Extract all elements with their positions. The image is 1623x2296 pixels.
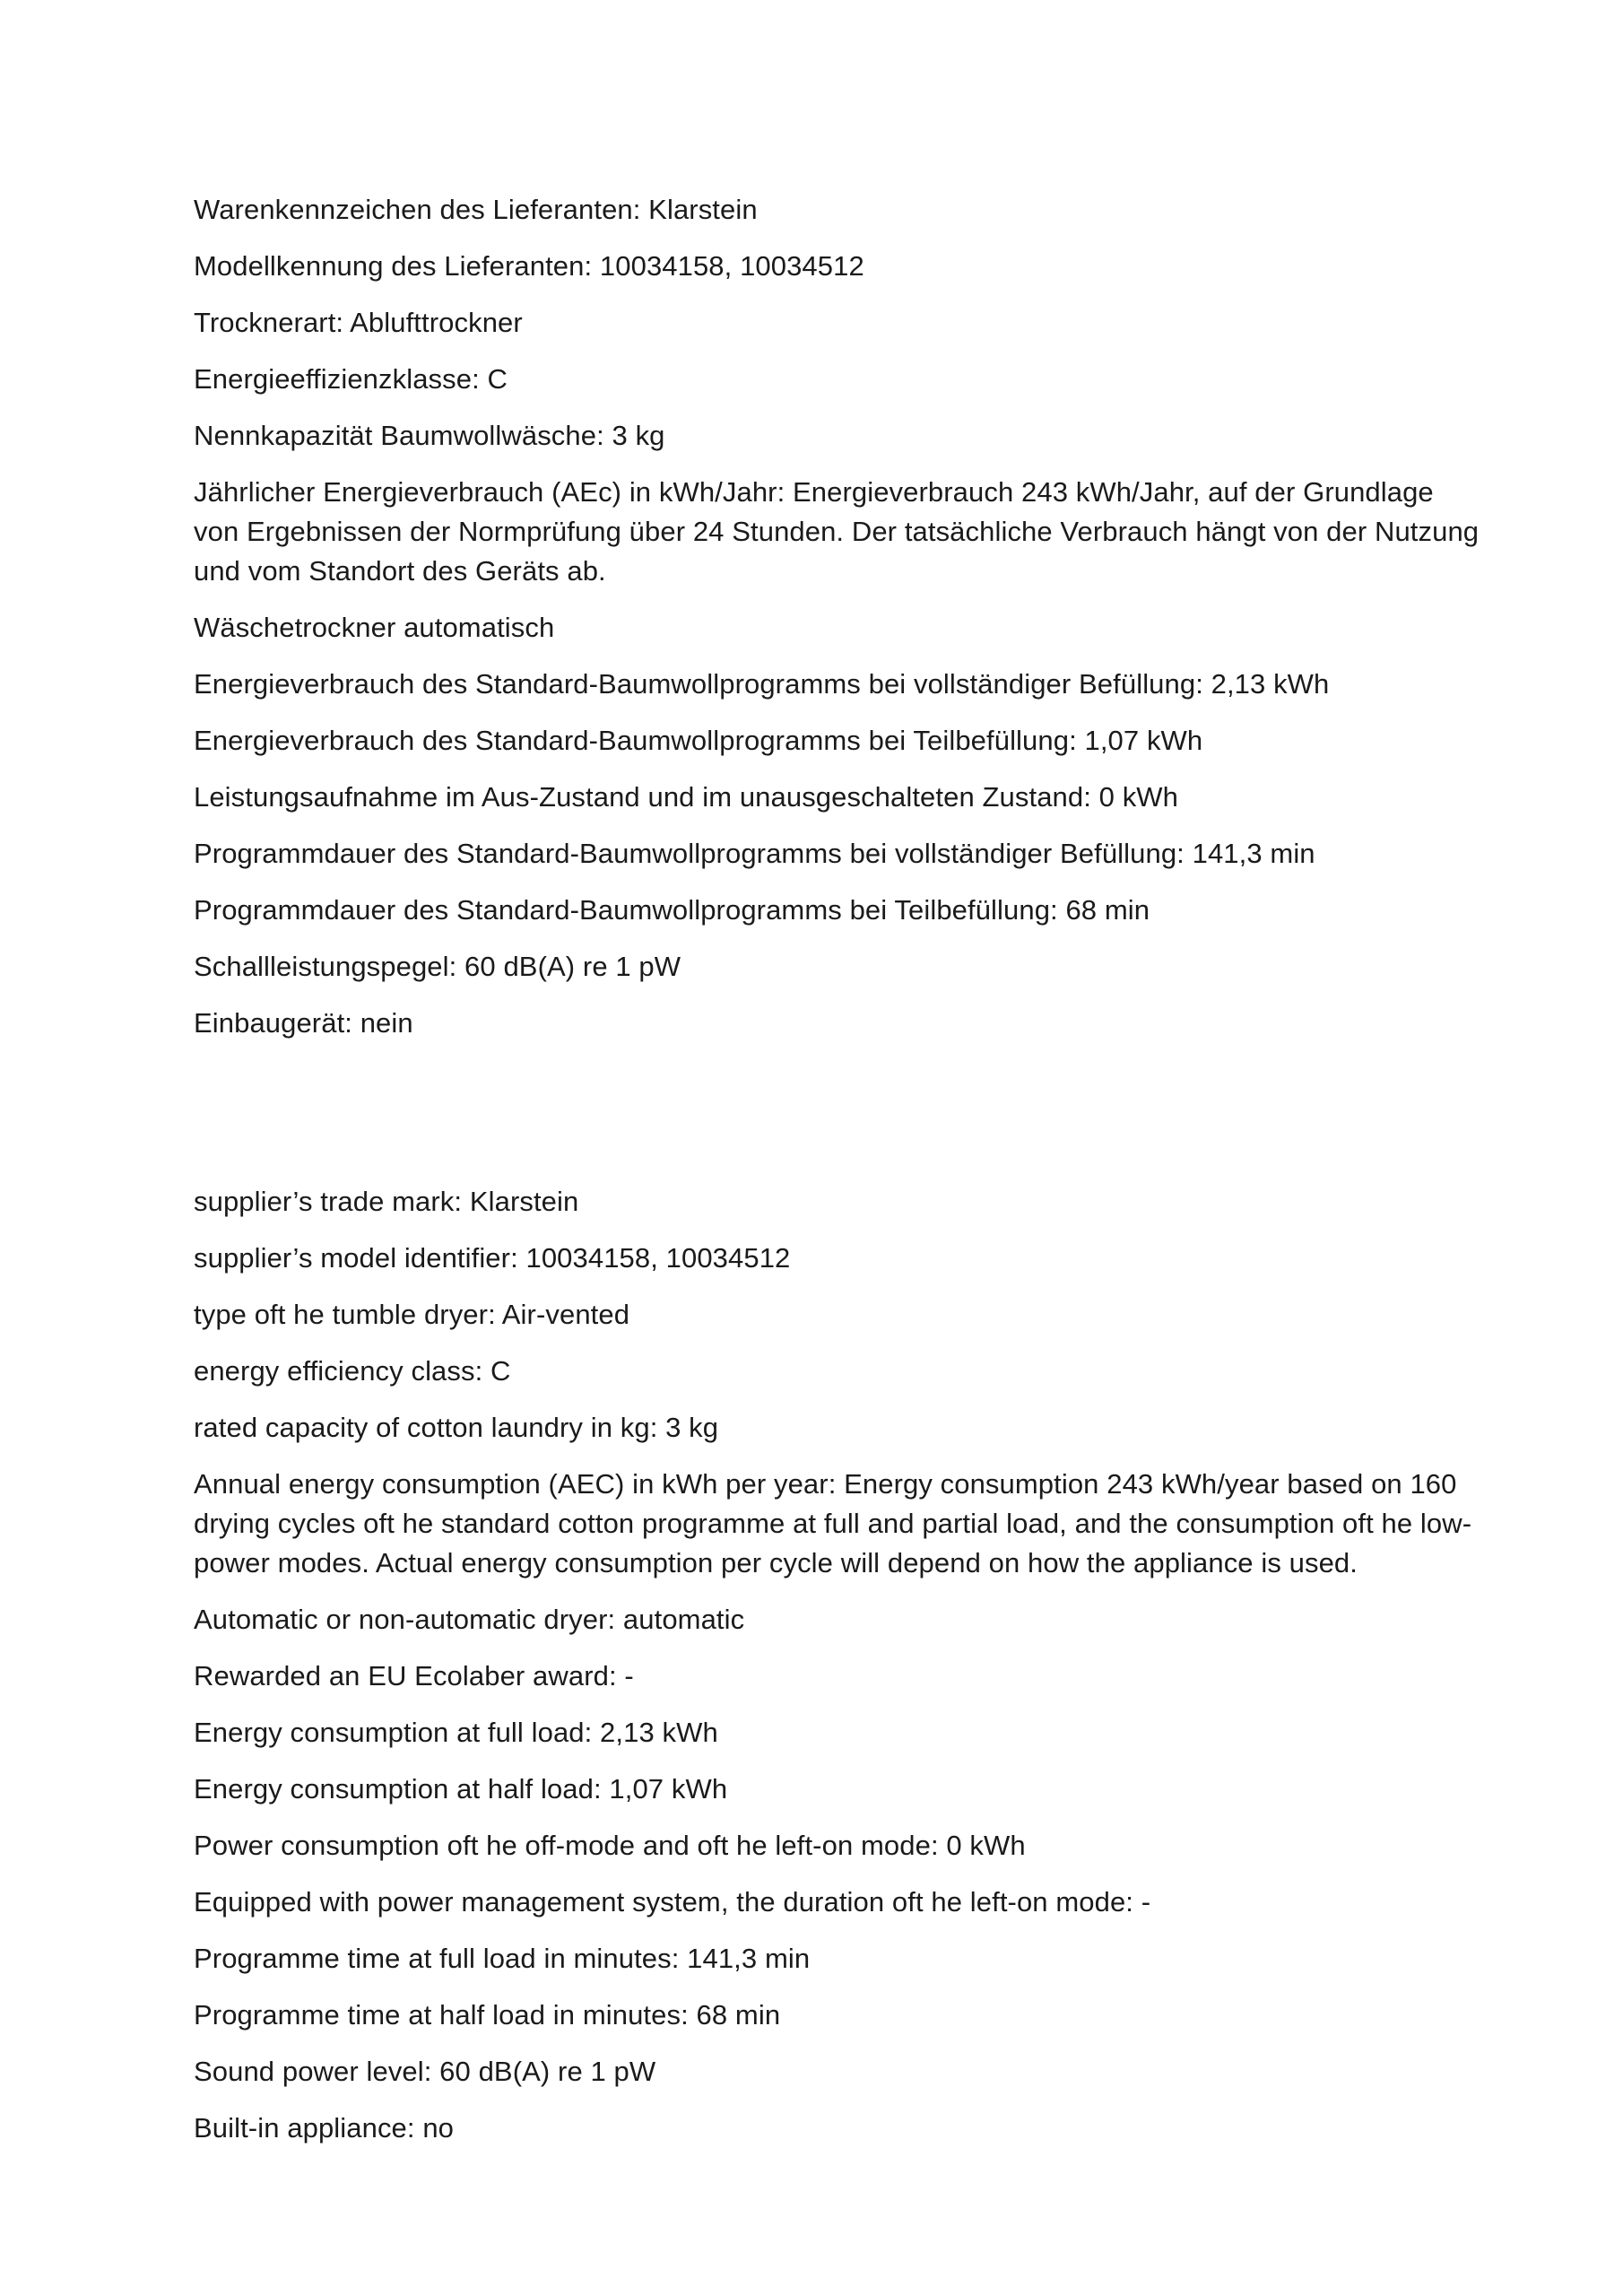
en-rated-capacity: rated capacity of cotton laundry in kg: 3 kg [194,1412,719,1443]
de-programme-time-partial: Programmdauer des Standard-Baumwollprogramms bei Teilbefüllung: 68 min [194,894,1150,926]
en-trade-mark: supplier’s trade mark: Klarstein [194,1186,579,1217]
en-energy-half-load: Energy consumption at half load: 1,07 kWh [194,1773,728,1805]
en-model-identifier: supplier’s model identifier: 10034158, 10034512 [194,1242,791,1274]
de-energy-partial-load: Energieverbrauch des Standard-Baumwollprogramms bei Teilbefüllung: 1,07 kWh [194,725,1203,756]
de-trade-mark: Warenkennzeichen des Lieferanten: Klarstein [194,194,758,225]
en-programme-time-full: Programme time at full load in minutes: 141,3 min [194,1943,811,1974]
de-model-identifier: Modellkennung des Lieferanten: 10034158, 10034512 [194,250,864,282]
en-programme-time-half: Programme time at half load in minutes: 68 min [194,1999,781,2031]
german-specification-section [194,190,1485,1060]
de-automatic: Wäschetrockner automatisch [194,612,555,643]
en-built-in: Built-in appliance: no [194,2112,454,2144]
de-rated-capacity: Nennkapazität Baumwollwäsche: 3 kg [194,420,665,451]
de-sound-power-level: Schallleistungspegel: 60 dB(A) re 1 pW [194,951,681,982]
en-ecolabel: Rewarded an EU Ecolaber award: - [194,1660,634,1692]
en-off-mode-power: Power consumption oft he off-mode and oft he left-on mode: 0 kWh [194,1830,1026,1861]
de-dryer-type: Trocknerart: Ablufttrockner [194,307,523,338]
en-sound-power-level: Sound power level: 60 dB(A) re 1 pW [194,2056,656,2087]
en-annual-energy-consumption: Annual energy consumption (AEC) in kWh per year: Energy consumption 243 kWh/year based on 160 drying cycles oft he standard cotton programme at full and partial load, and the consumption oft he low-power modes. Actual energy consumption per cycle will depend on how the appliance is used. [194,1468,1472,1578]
en-power-management: Equipped with power management system, the duration oft he left-on mode: - [194,1886,1151,1918]
de-energy-full-load: Energieverbrauch des Standard-Baumwollprogramms bei vollständiger Befüllung: 2,13 kWh [194,668,1330,700]
en-energy-class: energy efficiency class: C [194,1355,511,1387]
de-annual-energy-consumption: Jährlicher Energieverbrauch (AEc) in kWh/Jahr: Energieverbrauch 243 kWh/Jahr, auf der Grundlage von Ergebnissen der Normprüfung über 24 Stunden. Der tatsächliche Verbrauch hängt von der Nutzung und vom Standort des Geräts ab. [194,476,1480,587]
en-dryer-type: type oft he tumble dryer: Air-vented [194,1299,630,1330]
en-automatic: Automatic or non-automatic dryer: automatic [194,1604,745,1635]
de-energy-class: Energieeffizienzklasse: C [194,363,508,395]
de-built-in: Einbaugerät: nein [194,1007,413,1039]
de-programme-time-full: Programmdauer des Standard-Baumwollprogramms bei vollständiger Befüllung: 141,3 min [194,838,1315,869]
en-energy-full-load: Energy consumption at full load: 2,13 kWh [194,1717,718,1748]
english-specification-section [194,1182,1485,2165]
de-off-mode-power: Leistungsaufnahme im Aus-Zustand und im unausgeschalteten Zustand: 0 kWh [194,781,1178,813]
